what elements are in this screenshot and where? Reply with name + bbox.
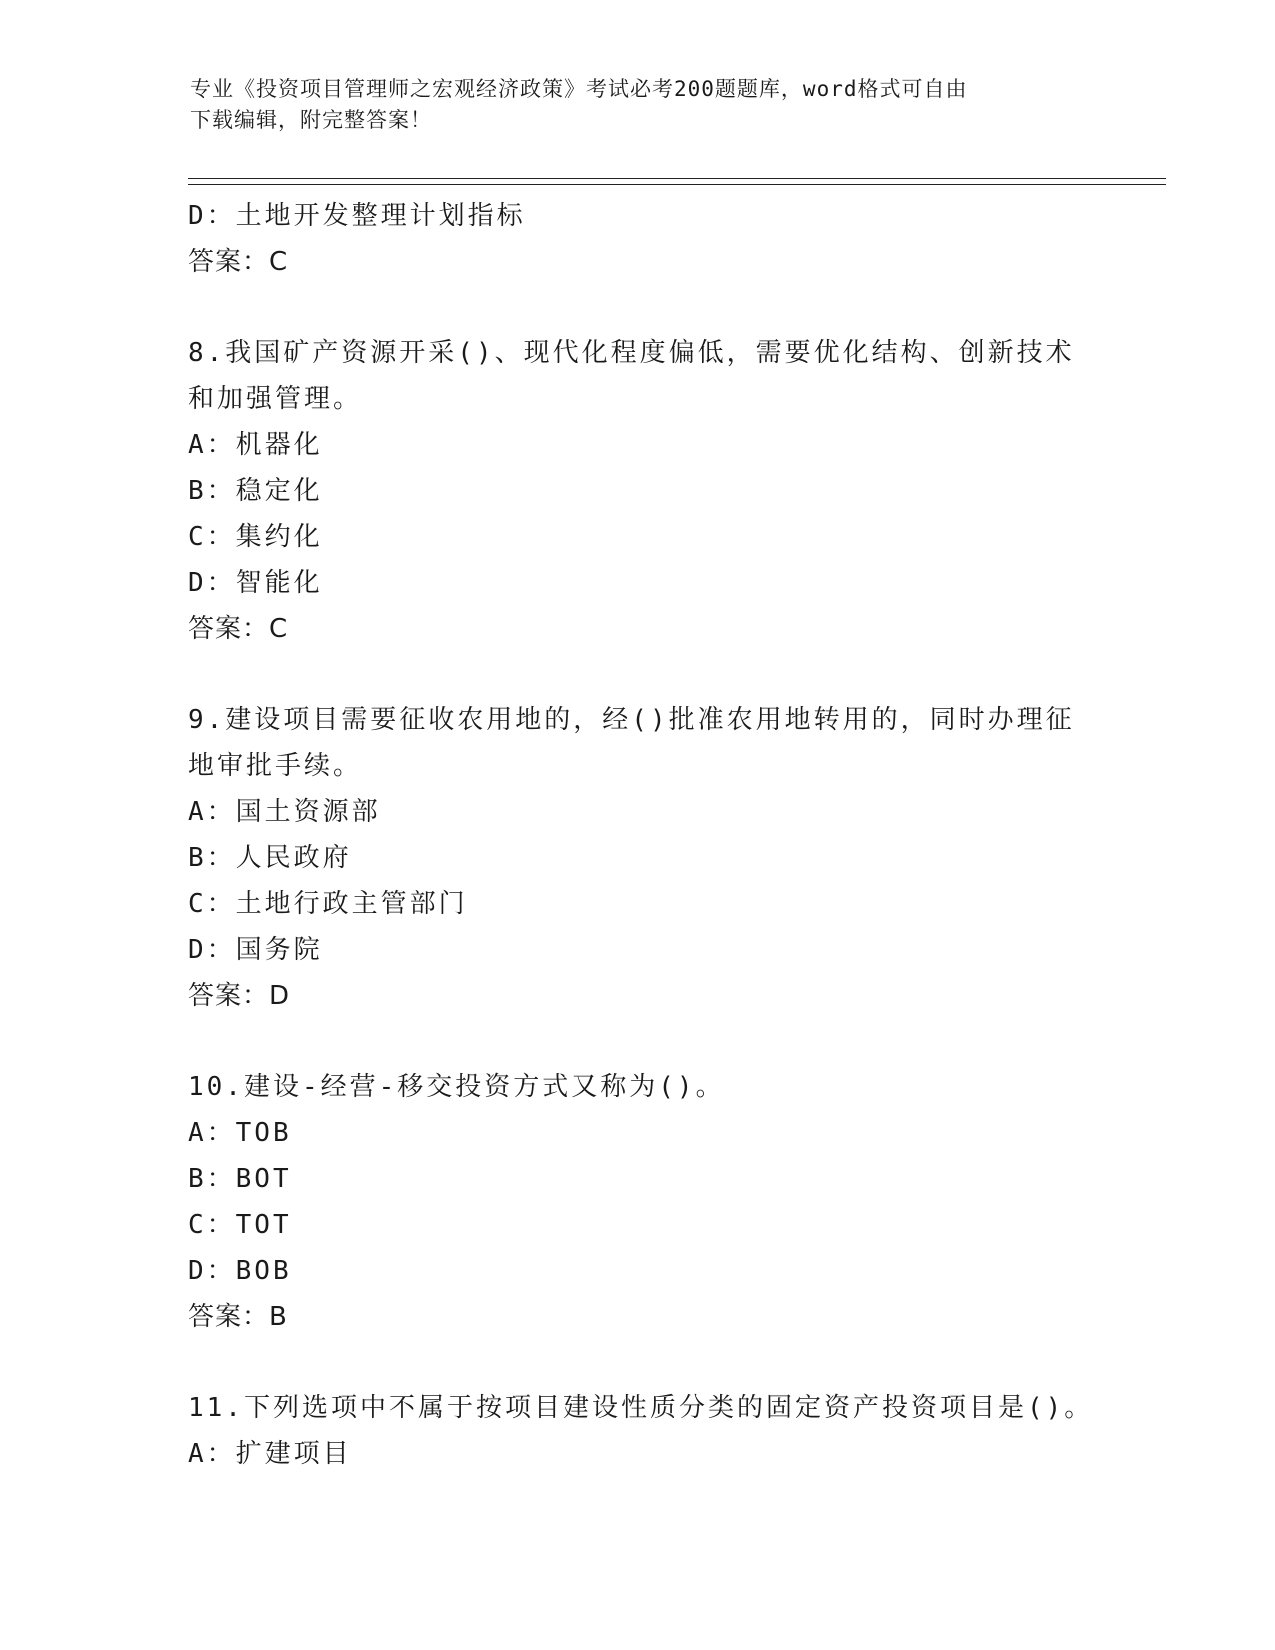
question-stem bbox=[188, 697, 1075, 789]
question-stem bbox=[188, 1064, 1068, 1110]
option-d: D：智能化 bbox=[188, 568, 323, 598]
option-b: B：人民政府 bbox=[188, 843, 352, 873]
question-stem-line: 地审批手续。 bbox=[188, 751, 363, 781]
question-block bbox=[188, 330, 1075, 652]
option-b: B：稳定化 bbox=[188, 476, 323, 506]
question-stem-line: 11.下列选项中不属于按项目建设性质分类的固定资产投资项目是()。 bbox=[188, 1393, 1094, 1423]
option-c: C：集约化 bbox=[188, 522, 323, 552]
question-block bbox=[188, 1385, 1094, 1477]
option-a: A：TOB bbox=[188, 1118, 292, 1148]
answer-line: 答案：D bbox=[188, 981, 291, 1011]
header-rule-bottom bbox=[188, 184, 1166, 185]
header-line-2: 下载编辑，附完整答案！ bbox=[190, 108, 432, 132]
option-a: A：国土资源部 bbox=[188, 797, 381, 827]
question-stem-line: 10.建设-经营-移交投资方式又称为()。 bbox=[188, 1072, 725, 1102]
option-d: D：土地开发整理计划指标 bbox=[188, 201, 526, 231]
answer-line: 答案：C bbox=[188, 614, 289, 644]
option-b: B：BOT bbox=[188, 1164, 292, 1194]
question-stem-line: 8.我国矿产资源开采()、现代化程度偏低，需要优化结构、创新技术 bbox=[188, 338, 1075, 368]
option-d: D：BOB bbox=[188, 1256, 292, 1286]
header-line-1: 专业《投资项目管理师之宏观经济政策》考试必考200题题库，word格式可自由 bbox=[190, 77, 968, 101]
document-header bbox=[190, 74, 1090, 136]
option-a: A：机器化 bbox=[188, 430, 323, 460]
answer-line: 答案：C bbox=[188, 247, 289, 277]
question-stem-line: 和加强管理。 bbox=[188, 384, 363, 414]
question-block bbox=[188, 1064, 1068, 1340]
answer-line: 答案：B bbox=[188, 1302, 288, 1332]
question-list bbox=[188, 193, 1094, 1477]
option-a: A：扩建项目 bbox=[188, 1439, 352, 1469]
header-rule-top bbox=[188, 178, 1166, 179]
option-c: C：土地行政主管部门 bbox=[188, 889, 468, 919]
question-stem bbox=[188, 1385, 1094, 1431]
question-stem bbox=[188, 330, 1075, 422]
option-c: C：TOT bbox=[188, 1210, 292, 1240]
option-d: D：国务院 bbox=[188, 935, 323, 965]
question-block bbox=[188, 697, 1075, 1019]
question-stem-line: 9.建设项目需要征收农用地的，经()批准农用地转用的，同时办理征 bbox=[188, 705, 1075, 735]
